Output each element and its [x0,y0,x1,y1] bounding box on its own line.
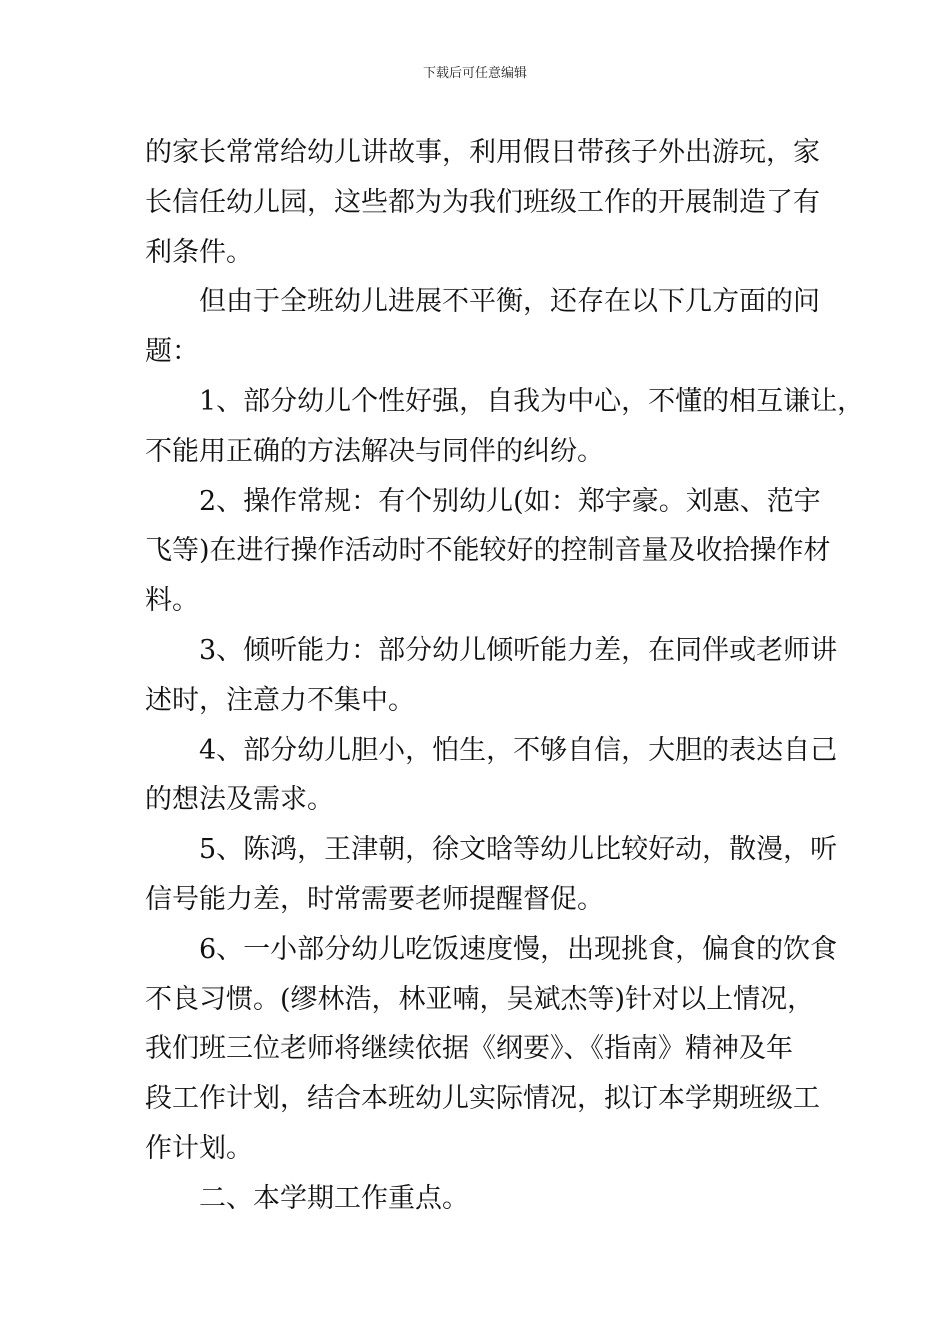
text-line: 作计划。 [145,1132,253,1164]
text-line: 题： [145,336,199,368]
text-line: 的想法及需求。 [145,784,334,816]
text-line: 述时，注意力不集中。 [145,684,415,716]
text-line: 的家长常常给幼儿讲故事，利用假日带孩子外出游玩，家 [145,137,820,168]
list-item-5-line: 5、陈鸿，王津朝，徐文晗等幼儿比较好动，散漫，听 [199,834,838,866]
list-item-3-line: 3、倾听能力：部分幼儿倾听能力差，在同伴或老师讲 [199,634,838,666]
list-item-2-line: 2、操作常规：有个别幼儿(如：郑宇豪。刘惠、范宇 [199,485,821,517]
section-heading: 二、本学期工作重点。 [199,1182,469,1214]
text-line: 我们班三位老师将继续依据《纲要》、《指南》精神及年 [145,1033,793,1065]
text-line: 段工作计划，结合本班幼儿实际情况，拟订本学期班级工 [145,1083,820,1115]
list-item-1-line: 1、部分幼儿个性好强，自我为中心，不懂的相互谦让， [199,385,865,417]
text-line: 利条件。 [145,236,253,268]
document-body [145,128,865,1224]
paragraph-start-line: 但由于全班幼儿进展不平衡，还存在以下几方面的问 [199,286,820,318]
text-line: 信号能力差，时常需要老师提醒督促。 [145,883,604,915]
list-item-4-line: 4、部分幼儿胆小，怕生，不够自信，大胆的表达自己 [199,734,838,766]
text-line: 不良习惯。(缪林浩，林亚喃，吴斌杰等)针对以上情况， [145,983,815,1015]
text-line: 长信任幼儿园，这些都为为我们班级工作的开展制造了有 [145,186,820,218]
text-line: 料。 [145,585,199,617]
text-line: 不能用正确的方法解决与同伴的纠纷。 [145,435,604,467]
page-header: 下载后可任意编辑 [422,66,527,81]
list-item-6-line: 6、一小部分幼儿吃饭速度慢，出现挑食，偏食的饮食 [199,933,838,965]
text-line: 飞等)在进行操作活动时不能较好的控制音量及收拾操作材 [145,535,831,567]
